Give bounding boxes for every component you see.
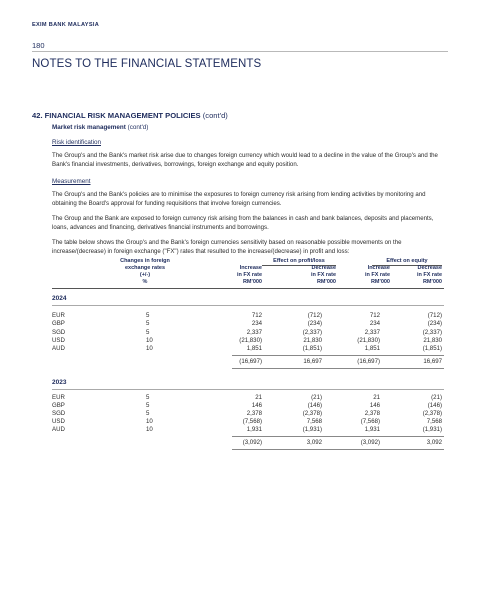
- header-pl-increase: Increase in FX rate RM'000: [236, 265, 262, 286]
- paragraph-1: The Group's and the Bank's market risk arise due to changes foreign currency which would lead to a decline in the value of the Group's and the Bank's financial investments, derivatives, borrowings, foreign exchange and equity position.: [52, 152, 438, 168]
- table-row: SGD 5 2,378 (2,378) 2,378 (2,378): [52, 410, 442, 417]
- header-pl-decrease: Decrease in FX rate RM'000: [310, 265, 336, 286]
- year-label-2024: 2024: [52, 295, 67, 302]
- header-effect-profit-loss: Effect on profit/loss: [273, 258, 325, 264]
- paragraph-3: The Group and the Bank are exposed to foreign currency risk arising from the balances in cash and bank balances, deposits and placements, loans, advances and financing, derivatives financial instruments and borrowings.: [52, 215, 434, 231]
- table-row: SGD 5 2,337 (2,337) 2,337 (2,337): [52, 329, 442, 336]
- table-row: GBP 5 234 (234) 234 (234): [52, 320, 442, 327]
- year-rule-2023: [52, 389, 444, 390]
- total-rule-2023: [232, 449, 444, 450]
- table-row: AUD 10 1,931 (1,931) 1,931 (1,931): [52, 426, 442, 433]
- header-effect-equity: Effect on equity: [386, 258, 428, 264]
- table-row: USD 10 (7,568) 7,568 (7,568) 7,568: [52, 418, 442, 425]
- subheading-cont: (cont'd): [127, 124, 149, 131]
- table-header-rule: [52, 288, 444, 289]
- total-row-2023: (3,092) 3,092 (3,092) 3,092: [242, 439, 442, 446]
- total-rule-2024: [232, 368, 444, 369]
- table-row: EUR 5 712 (712) 712 (712): [52, 312, 442, 319]
- header-divider: [32, 51, 448, 52]
- header-fx-rate-change: Changes in foreign exchange rates (+/-) %: [120, 258, 170, 286]
- page-header: [0, 0, 480, 39]
- subtotal-rule-2024: [232, 355, 444, 356]
- table-row: AUD 10 1,851 (1,851) 1,851 (1,851): [52, 345, 442, 352]
- table-row: GBP 5 146 (146) 146 (146): [52, 402, 442, 409]
- risk-identification-heading: Risk identification: [52, 139, 101, 146]
- section-title: NOTES TO THE FINANCIAL STATEMENTS: [32, 58, 262, 70]
- subtotal-rule-2023: [232, 436, 444, 437]
- total-row-2024: (16,697) 16,697 (16,697) 16,697: [239, 358, 442, 365]
- paragraph-2: The Group's and the Bank's policies are to minimise the exposures to foreign currency risk arising from lending activities by monitoring and obtaining the Board's approval for funding requisitions that involve foreign currencies.: [52, 191, 426, 207]
- measurement-heading: Measurement: [52, 178, 91, 185]
- note-heading-cont: (cont'd): [202, 111, 228, 120]
- subheading-text: Market risk management: [52, 124, 126, 131]
- header-eq-decrease: Decrease in FX rate RM'000: [416, 265, 442, 286]
- header-eq-increase: Increase in FX rate RM'000: [364, 265, 390, 286]
- table-row: USD 10 (21,830) 21,830 (21,830) 21,830: [52, 337, 442, 344]
- year-label-2023: 2023: [52, 379, 67, 386]
- table-row: EUR 5 21 (21) 21 (21): [52, 394, 442, 401]
- note-heading-text: 42. FINANCIAL RISK MANAGEMENT POLICIES: [32, 111, 201, 120]
- page-number: 180: [32, 41, 45, 50]
- note-heading: [32, 111, 228, 120]
- year-rule-2024: [52, 305, 444, 306]
- brand-name: EXIM BANK MALAYSIA: [32, 22, 100, 28]
- subheading: [52, 124, 148, 131]
- paragraph-4: The table below shows the Group's and the Bank's foreign currencies sensitivity based on reasonable possible movements on the increase/(decrease) in foreign exchange ("FX") rates that resulted to the increase/(decrease) in profit and loss:: [52, 239, 402, 255]
